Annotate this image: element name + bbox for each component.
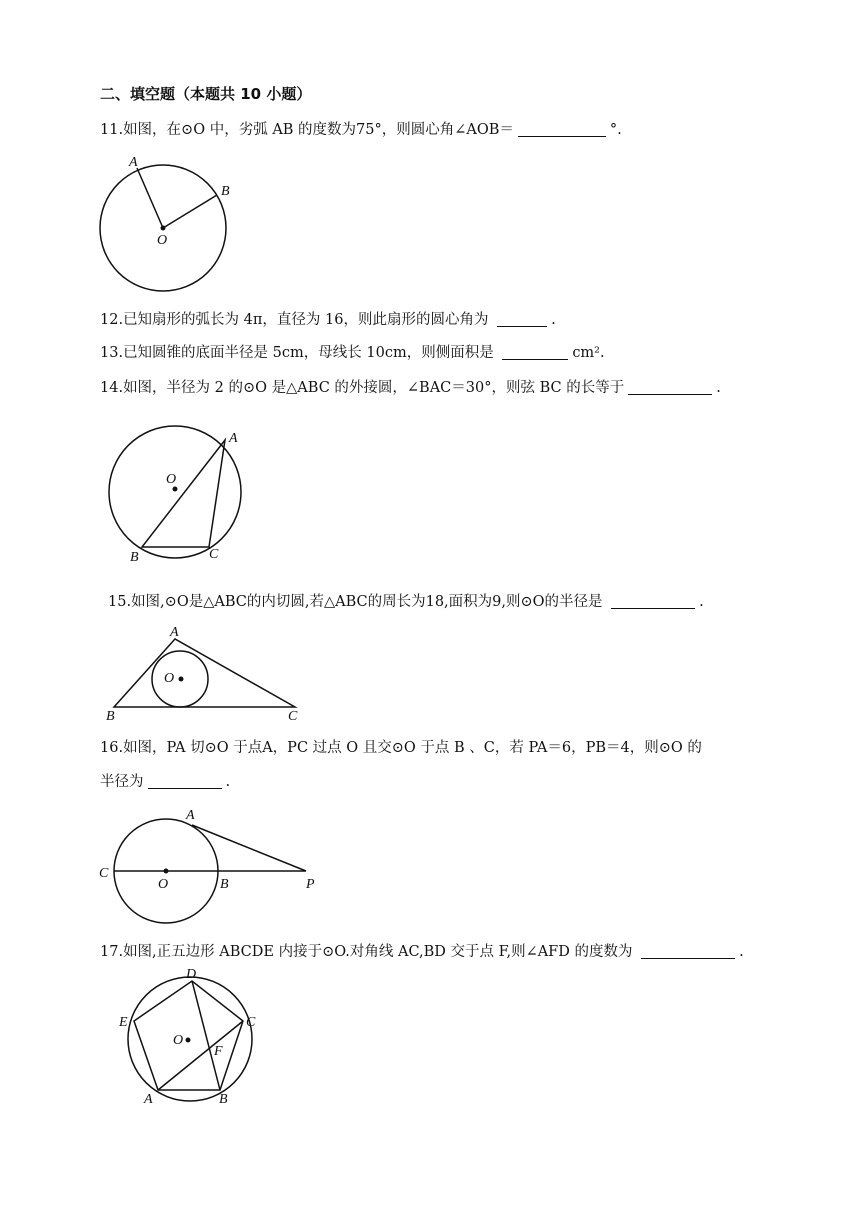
question-16 (100, 738, 702, 758)
answer-blank[interactable] (497, 311, 547, 327)
figure-15 (100, 622, 310, 722)
label-a: A (170, 625, 179, 640)
question-suffix: °. (609, 122, 622, 138)
question-number: 15. (108, 594, 132, 610)
question-14 (100, 378, 721, 398)
label-o: O (164, 671, 175, 686)
question-number: 12. (100, 312, 124, 328)
question-number: 16. (100, 740, 124, 756)
label-o: O (173, 1033, 184, 1048)
question-text: 如图，在⊙O 中，劣弧 AB 的度数为75°，则圆心角∠AOB＝ (123, 122, 514, 138)
label-o: O (157, 233, 168, 248)
answer-blank[interactable] (518, 121, 606, 137)
label-b: B (219, 1092, 228, 1107)
diagonal-bd (192, 981, 220, 1090)
question-suffix: . (699, 594, 704, 610)
answer-blank[interactable] (611, 593, 695, 609)
question-number: 11. (100, 122, 124, 138)
label-b: B (106, 709, 115, 724)
label-o: O (166, 472, 177, 487)
question-text: 如图，PA 切⊙O 于点A，PC 过点 O 且交⊙O 于点 B 、C，若 PA＝6，PB＝4，则⊙O 的 (123, 740, 702, 756)
label-c: C (209, 547, 219, 562)
question-number: 14. (100, 380, 124, 396)
label-p: P (306, 877, 315, 892)
question-number: 13. (100, 345, 124, 361)
figure-14 (105, 428, 255, 563)
label-d: D (186, 967, 197, 982)
diagonal-ac (158, 1021, 243, 1090)
figure-17 (112, 964, 272, 1106)
label-f: F (214, 1044, 223, 1059)
label-c: C (99, 866, 109, 881)
question-suffix: . (739, 944, 744, 960)
question-suffix: . (225, 774, 231, 790)
question-suffix: cm². (572, 345, 605, 361)
question-15 (108, 592, 704, 612)
question-suffix: . (551, 312, 556, 328)
answer-blank[interactable] (628, 379, 712, 395)
figure-16 (96, 804, 326, 929)
figure-11 (95, 150, 245, 295)
question-13 (100, 343, 605, 363)
label-a: A (129, 155, 138, 170)
answer-blank[interactable] (148, 773, 222, 789)
question-suffix: . (716, 380, 721, 396)
question-text: 半径为 (100, 774, 144, 790)
answer-blank[interactable] (641, 943, 735, 959)
pentagon-abcde (134, 981, 243, 1090)
radius-oa (137, 168, 163, 228)
answer-blank[interactable] (502, 344, 568, 360)
question-11 (100, 120, 622, 140)
label-a: A (229, 431, 238, 446)
center-point (161, 226, 166, 231)
question-17 (100, 942, 744, 962)
question-16-line-2 (100, 772, 230, 792)
label-o: O (158, 877, 169, 892)
triangle-abc (142, 440, 225, 547)
label-a: A (186, 808, 195, 823)
label-c: C (246, 1015, 256, 1030)
center-point (164, 869, 169, 874)
center-point (179, 677, 184, 682)
triangle-abc (114, 639, 295, 707)
center-point (186, 1038, 191, 1043)
label-c: C (288, 709, 298, 724)
question-text: 如图,正五边形 ABCDE 内接于⊙O.对角线 AC,BD 交于点 F,则∠AFD 的度数为 (123, 944, 638, 960)
question-number: 17. (100, 944, 124, 960)
label-b: B (220, 877, 229, 892)
question-text: 如图,⊙O是△ABC的内切圆,若△ABC的周长为18,面积为9,则⊙O的半径是 (131, 594, 608, 610)
label-b: B (130, 550, 139, 565)
question-text: 已知扇形的弧长为 4π，直径为 16，则此扇形的圆心角为 (123, 312, 494, 328)
section-title: 二、填空题（本题共 10 小题） (100, 85, 312, 103)
center-point (173, 487, 178, 492)
question-12 (100, 310, 556, 330)
label-b: B (221, 184, 230, 199)
label-e: E (119, 1015, 128, 1030)
label-a: A (144, 1092, 153, 1107)
tangent-pa (192, 825, 306, 871)
radius-ob (163, 195, 217, 228)
question-text: 已知圆锥的底面半径是 5cm，母线长 10cm，则侧面积是 (123, 345, 499, 361)
question-text: 如图，半径为 2 的⊙O 是△ABC 的外接圆，∠BAC＝30°，则弦 BC 的长等于 (123, 380, 625, 396)
